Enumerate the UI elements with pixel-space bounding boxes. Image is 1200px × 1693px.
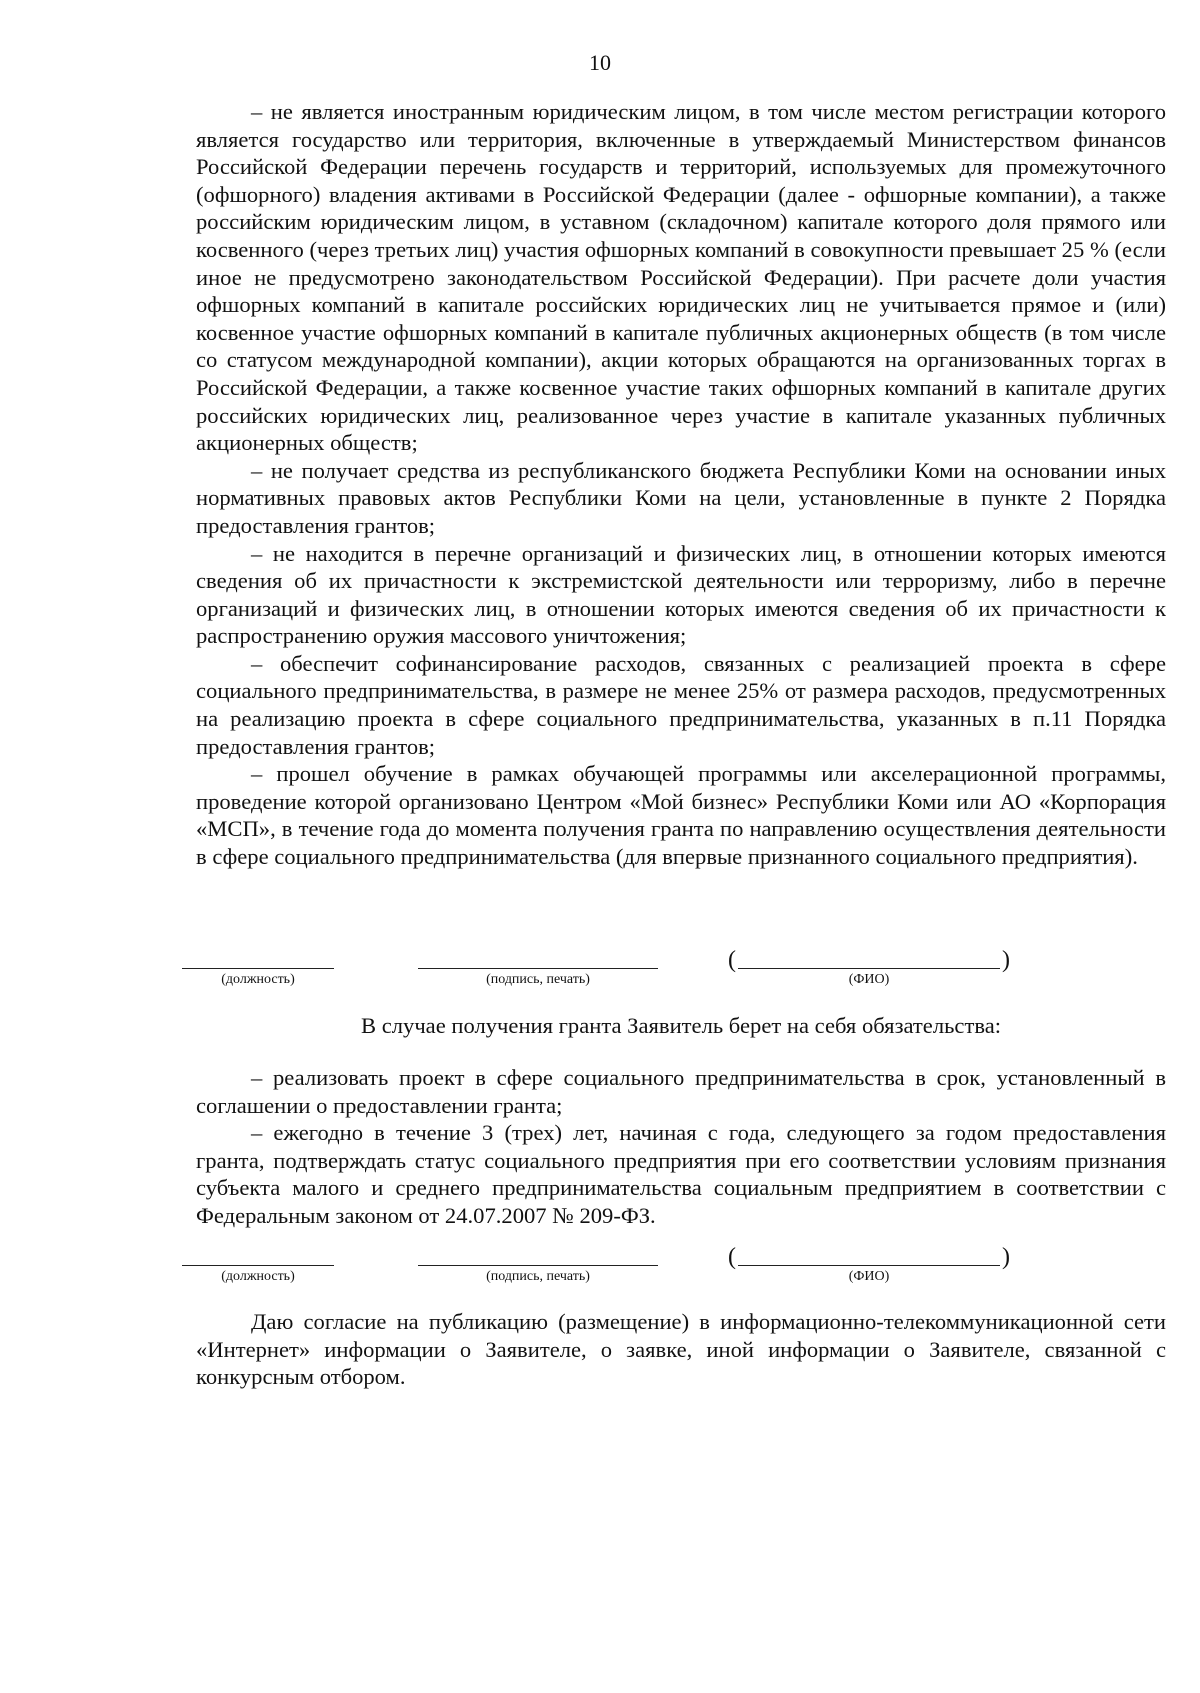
signature-field[interactable]: [418, 955, 658, 995]
page-number: 10: [589, 50, 611, 75]
position-caption-2: (должность): [221, 1269, 295, 1284]
signature-field-2[interactable]: [418, 1252, 658, 1292]
fio-field-2[interactable]: [728, 1244, 1010, 1292]
paragraph-confirm-status: – ежегодно в течение 3 (трех) лет, начиная с года, следующего за годом предоставления гранта, подтверждать статус социального предприятия при его соответствии условиям признания субъекта малого и среднего предпринимательства социальным предприятием в соответствии с Федеральным законом от 24.07.2007 № 209-ФЗ.: [196, 1120, 1166, 1228]
signature-row-2: [196, 1244, 1176, 1292]
paragraph-implement-project: – реализовать проект в сфере социального предпринимательства в срок, установленный в соглашении о предоставлении гранта;: [196, 1065, 1166, 1118]
paragraph-extremism: – не находится в перечне организаций и физических лиц, в отношении которых имеются сведения об их причастности к экстремистской деятельности или терроризму, либо в перечне организаций и физических лиц, в отношении которых имеются сведения об их причастности к распространению оружия массового уничтожения;: [196, 540, 1166, 649]
position-field[interactable]: [182, 955, 334, 995]
consent-block: [196, 1308, 1166, 1391]
signature-caption-2: (подпись, печать): [486, 1269, 590, 1284]
fio-caption: (ФИО): [848, 972, 890, 987]
fio-close-paren-2: ): [1002, 1244, 1010, 1270]
position-caption: (должность): [221, 972, 295, 987]
signature-row-1: [196, 947, 1176, 995]
fio-open-paren-2: (: [728, 1244, 736, 1270]
fio-close-paren: ): [1002, 947, 1010, 973]
fio-field[interactable]: [728, 947, 1010, 995]
requirements-block: [196, 98, 1166, 871]
obligations-block: [196, 1064, 1166, 1230]
paragraph-consent: Даю согласие на публикацию (размещение) в информационно-телекоммуникационной сети «Интернет» информации о Заявителе, о заявке, иной информации о Заявителе, связанной с конкурсным отбором.: [196, 1309, 1166, 1390]
signature-caption: (подпись, печать): [486, 972, 590, 987]
fio-caption-2: (ФИО): [848, 1269, 890, 1284]
paragraph-budget: – не получает средства из республиканского бюджета Республики Коми на основании иных нормативных правовых актов Республики Коми на цели, установленные в пункте 2 Порядка предоставления грантов;: [196, 457, 1166, 538]
fio-open-paren: (: [728, 947, 736, 973]
obligations-heading: В случае получения гранта Заявитель берет на себя обязательства:: [361, 1013, 1001, 1038]
paragraph-training: – прошел обучение в рамках обучающей программы или акселерационной программы, проведение которой организовано Центром «Мой бизнес» Республики Коми или АО «Корпорация «МСП», в течение года до момента получения гранта по направлению осуществления деятельности в сфере социального предпринимательства (для впервые признанного социального предприятия).: [196, 761, 1166, 870]
paragraph-offshore: – не является иностранным юридическим лицом, в том числе местом регистрации которого является государство или территория, включенные в утверждаемый Министерством финансов Российской Федерации перечень государств и территорий, используемых для промежуточного (офшорного) владения активами в Российской Федерации (далее - офшорные компании), а также российским юридическим лицом, в уставном (складочном) капитале которого доля прямого или косвенного (через третьих лиц) участия офшорных компаний в совокупности превышает 25 % (если иное не предусмотрено законодательством Российской Федерации). При расчете доли участия офшорных компаний в капитале российских юридических лиц не учитывается прямое и (или) косвенное участие офшорных компаний в капитале публичных акционерных обществ (в том числе со статусом международной компании), акции которых обращаются на организованных торгах в Российской Федерации, а также косвенное участие таких офшорных компаний в капитале других российских юридических лиц, реализованное через участие в капитале указанных публичных акционерных обществ;: [196, 99, 1166, 456]
paragraph-cofinancing: – обеспечит софинансирование расходов, связанных с реализацией проекта в сфере социального предпринимательства, в размере не менее 25% от размера расходов, предусмотренных на реализацию проекта в сфере социального предпринимательства, указанных в п.11 Порядка предоставления грантов;: [196, 650, 1166, 759]
position-field-2[interactable]: [182, 1252, 334, 1292]
